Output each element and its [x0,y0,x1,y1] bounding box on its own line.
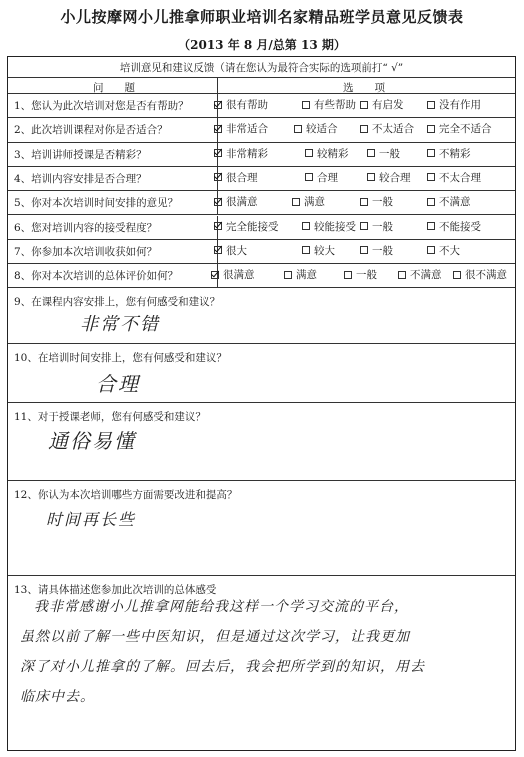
option-label: 有启发 [372,99,404,111]
checkbox-icon[interactable] [367,173,375,181]
question-row [8,94,515,118]
option-checkbox[interactable] [292,194,325,209]
open-question-text: 9、在课程内容安排上，您有何感受和建议？ [14,296,221,308]
handwritten-answer: 合理 [96,372,140,396]
question-row [8,167,515,191]
open-question-text: 12、你认为本次培训哪些方面需要改进和提高？ [14,489,238,501]
option-checkbox[interactable] [214,194,258,209]
option-checkbox[interactable] [214,219,279,234]
option-checkbox[interactable] [427,146,471,161]
option-label: 非常精彩 [226,147,268,160]
checkbox-icon[interactable] [294,125,302,133]
option-label: 完全不适合 [439,123,492,136]
option-label: 不大 [439,244,460,257]
option-checkbox[interactable] [284,267,317,282]
option-checkbox[interactable] [360,97,404,112]
checkbox-icon[interactable] [292,198,300,206]
option-label: 完全能接受 [226,220,279,233]
option-label: 一般 [372,220,393,233]
option-label: 一般 [372,244,393,257]
option-checkbox[interactable] [360,219,393,234]
question-row [8,216,515,240]
option-label: 合理 [317,171,338,184]
option-label: 较适合 [306,123,338,136]
checkbox-icon[interactable] [360,101,368,109]
option-label: 一般 [379,147,400,160]
header-note-row [8,57,515,78]
option-checkbox[interactable] [214,146,268,161]
option-checkbox[interactable] [427,97,481,112]
question-text: 2、此次培训课程对你是否适合？ [14,124,168,137]
column-header-row [8,78,515,94]
option-label: 较能接受 [314,220,356,233]
option-label: 很有帮助 [226,99,268,111]
option-checkbox[interactable] [302,219,356,234]
checkmark-icon[interactable] [214,246,222,254]
option-checkbox[interactable] [302,97,356,112]
checkmark-icon[interactable] [214,173,222,181]
open-question-text: 11、对于授课老师，您有何感受和建议？ [14,411,206,423]
question-text: 1、您认为此次培训对您是否有帮助？ [14,100,189,112]
checkbox-icon[interactable] [427,149,435,157]
option-checkbox[interactable] [360,121,414,136]
option-label: 不满意 [439,196,471,209]
feedback-form [7,56,516,751]
option-label: 很合理 [226,171,258,184]
option-checkbox[interactable] [360,243,393,258]
checkbox-icon[interactable] [360,222,368,230]
option-label: 较大 [314,244,335,257]
checkmark-icon[interactable] [211,271,219,279]
form-subtitle: （2013 年 8 月/总第 13 期） [178,38,346,52]
checkbox-icon[interactable] [367,149,375,157]
checkmark-icon[interactable] [214,101,222,109]
option-checkbox[interactable] [360,194,393,209]
checkbox-icon[interactable] [427,173,435,181]
question-row [8,240,515,264]
checkbox-icon[interactable] [284,271,292,279]
option-checkbox[interactable] [302,243,335,258]
checkbox-icon[interactable] [302,246,310,254]
question-text: 5、你对本次培训时间安排的意见？ [14,197,179,210]
checkbox-icon[interactable] [427,101,435,109]
option-checkbox[interactable] [427,121,492,136]
handwritten-answer-line: 深了对小儿推拿的了解。回去后，我会把所学到的知识，用去 [20,659,425,675]
question-text: 7、你参加本次培训收获如何？ [14,245,158,258]
open-question-text: 13、请具体描述您参加此次培训的总体感受 [14,584,217,596]
checkbox-icon[interactable] [305,173,313,181]
checkmark-icon[interactable] [214,222,222,230]
checkbox-icon[interactable] [360,246,368,254]
question-row [8,118,515,142]
question-text: 8、你对本次培训的总体评价如何？ [14,270,179,283]
checkmark-icon[interactable] [214,198,222,206]
checkbox-icon[interactable] [302,222,310,230]
option-checkbox[interactable] [344,267,377,282]
option-checkbox[interactable] [305,146,349,161]
option-checkbox[interactable] [214,170,258,185]
checkbox-icon[interactable] [398,271,406,279]
option-checkbox[interactable] [427,170,481,185]
checkbox-icon[interactable] [344,271,352,279]
option-label: 很不满意 [465,269,507,282]
option-label: 满意 [304,196,325,209]
handwritten-answer: 通俗易懂 [48,429,136,453]
question-text: 6、您对培训内容的接受程度？ [14,221,158,234]
option-label: 不太合理 [439,171,481,184]
option-checkbox[interactable] [294,121,338,136]
question-row [8,143,515,167]
option-checkbox[interactable] [367,146,400,161]
question-text: 4、培训内容安排是否合理？ [14,172,147,185]
question-row [8,264,515,288]
option-label: 一般 [356,269,377,282]
checkbox-icon[interactable] [427,125,435,133]
option-label: 较合理 [379,171,411,184]
checkbox-icon[interactable] [453,271,461,279]
option-checkbox[interactable] [453,267,507,282]
option-label: 不满意 [410,269,442,282]
header-note: 培训意见和建议反馈（请在您认为最符合实际的选项前打“ √” [119,62,404,74]
checkbox-icon[interactable] [427,198,435,206]
checkbox-icon[interactable] [427,246,435,254]
handwritten-answer: 时间再长些 [46,510,137,529]
option-checkbox[interactable] [367,170,411,185]
option-checkbox[interactable] [214,97,268,112]
checkbox-icon[interactable] [360,198,368,206]
open-question-row [8,344,515,403]
option-checkbox[interactable] [211,267,255,282]
open-question-row [8,288,515,344]
option-checkbox[interactable] [427,243,460,258]
option-label: 有些帮助 [314,99,356,111]
column-header-question: 问 题 [93,82,135,94]
option-checkbox[interactable] [214,121,268,136]
question-row [8,191,515,215]
handwritten-answer-line: 临床中去。 [20,689,95,705]
option-checkbox[interactable] [305,170,338,185]
open-question-text: 10、在培训时间安排上，您有何感受和建议？ [14,352,227,364]
option-label: 非常适合 [226,123,268,136]
option-label: 满意 [296,269,317,282]
option-label: 很满意 [223,269,255,282]
question-text: 3、培训讲师授课是否精彩？ [14,148,147,161]
option-label: 不精彩 [439,147,471,160]
open-question-row [8,576,515,752]
open-question-row [8,403,515,481]
handwritten-answer-line: 虽然以前了解一些中医知识，但是通过这次学习，让我更加 [20,629,410,645]
checkmark-icon[interactable] [214,149,222,157]
option-label: 不太适合 [372,123,414,136]
handwritten-answer: 非常不错 [80,314,160,335]
option-checkbox[interactable] [214,243,247,258]
option-label: 不能接受 [439,220,481,233]
option-label: 一般 [372,196,393,209]
option-checkbox[interactable] [427,219,481,234]
checkmark-icon[interactable] [214,125,222,133]
column-header-options: 选 项 [343,82,385,94]
handwritten-answer-line: 我非常感谢小儿推拿网能给我这样一个学习交流的平台， [34,599,409,615]
option-label: 很大 [226,244,247,257]
checkbox-icon[interactable] [360,125,368,133]
checkbox-icon[interactable] [427,222,435,230]
open-question-row [8,481,515,576]
option-label: 没有作用 [439,99,481,111]
option-checkbox[interactable] [398,267,442,282]
option-checkbox[interactable] [427,194,471,209]
option-label: 较精彩 [317,147,349,160]
checkbox-icon[interactable] [302,101,310,109]
form-title: 小儿按摩网小儿推拿师职业培训名家精品班学员意见反馈表 [60,8,464,26]
checkbox-icon[interactable] [305,149,313,157]
option-label: 很满意 [226,196,258,209]
